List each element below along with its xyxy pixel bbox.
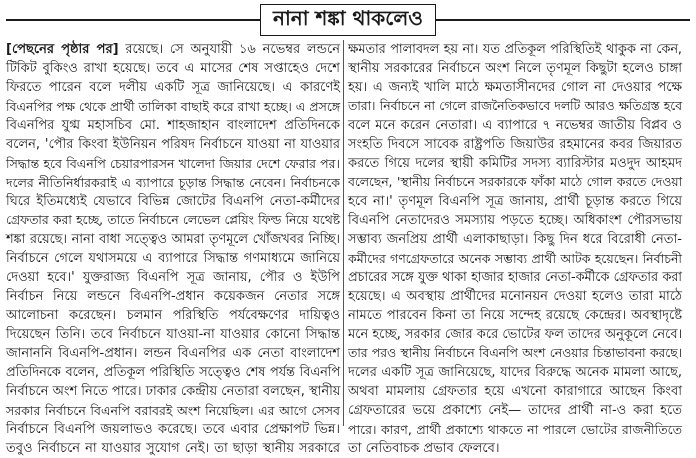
article-column-right <box>348 40 683 456</box>
headline-rule-left <box>6 19 260 21</box>
text-line: সরকার নির্বাচনে বিএনপি বরাবরই অংশ নিয়েছিল। এর আগে সেসব <box>6 403 340 418</box>
text-line: গ্রেফতার করা হচ্ছে, তাতে নির্বাচনে লেভেল প্লেয়িং ফিল্ড নিয়ে যথেষ্ট <box>6 213 340 227</box>
text-line: ফিরতে পারেন বলে দলীয় একটি সূত্র জানিয়েছে। এ কারণেই <box>6 80 340 95</box>
text-line: বিএনপির যুগ্ম মহাসচিব মো. শাহজাহান বাংলাদেশ প্রতিদিনকে <box>6 118 340 133</box>
text-line: তার পরও স্থানীয় নির্বাচনে বিএনপি অংশ নেওয়ার চিন্তাভাবনা করছে। <box>348 346 682 360</box>
text-line: হবে না।' তৃণমূল বিএনপি সূত্র জানায়, প্রার্থী চূড়ান্ত করতে গিয়ে <box>348 194 682 209</box>
text-line: তারা। নির্বাচনে না গেলে রাজনৈতিকভাবে দলটি আরও ক্ষতিগ্রস্ত হবে <box>348 99 682 113</box>
text-line: নির্বাচন নিয়ে লন্ডনে বিএনপি-প্রধান কয়েকজন নেতার সঙ্গে <box>6 289 340 304</box>
text-line: তবুও নির্বাচনে না যাওয়ার সুযোগ নেই। তা ছাড়া স্থানীয় সরকারে <box>6 441 340 456</box>
text-line: সিদ্ধান্ত হবে বিএনপি চেয়ারপারসন খালেদা জিয়ার দেশে ফেরার পর। <box>6 156 340 171</box>
text-line: নির্বাচনে গেলে যথাসময়ে এ ব্যাপারে সিদ্ধান্ত গণমাধ্যমে জানিয়ে <box>6 251 340 266</box>
text-line: হয়। এ জন্যই খালি মাঠে ক্ষমতাসীনদের গোল না দেওয়ার পক্ষে <box>348 80 682 95</box>
text-line: সংহতি দিবসে সাবেক রাষ্ট্রপতি জিয়াউর রহমানের কবর জিয়ারত <box>348 137 682 152</box>
text-line: দেওয়া হবে।' যুক্তরাজ্য বিএনপি সূত্র জানায়, পৌর ও ইউপি <box>6 270 340 285</box>
text-line: আলোচনা করেছেন। চলমান পরিস্থিতি পর্যবেক্ষণের দায়িত্বও <box>6 308 340 323</box>
column-divider <box>343 40 344 426</box>
text-line: নামতে পারবেন কিনা তা নিয়ে সন্দেহ রয়েছে কেন্দ্রের। অবস্থাদৃষ্টে <box>348 308 682 323</box>
headline-rule-right <box>436 19 690 21</box>
text-line: ক্ষমতার পালাবদল হয় না। যত প্রতিকূল পরিস্থিতিই থাকুক না কেন, <box>348 42 682 57</box>
text-line: বলেন, 'পৌর কিংবা ইউনিয়ন পরিষদ নির্বাচনে যাওয়া না যাওয়ার <box>6 137 340 152</box>
text-line: জানাননি বিএনপি-প্রধান। লন্ডন বিএনপির এক নেতা বাংলাদেশ <box>6 346 340 361</box>
text-line: ঘিরে ইতিমধ্যেই যেভাবে বিভিন্ন জোটের বিএনপি নেতা-কর্মীদের <box>6 194 340 209</box>
text-line: প্রচারের সঙ্গে যুক্ত থাকা হাজার হাজার নেতা-কর্মীকে গ্রেফতার করা <box>348 270 682 285</box>
text-line: নির্বাচনে বিএনপি জয়লাভও করেছে। তবে এবার প্রেক্ষাপট ভিন্ন। <box>6 422 340 437</box>
headline-box <box>260 4 436 36</box>
text-line: টিকিট বুকিংও রাখা হয়েছে। তবে এ মাসের শেষ সপ্তাহেও দেশে <box>6 61 340 76</box>
article-column-left <box>6 40 341 456</box>
text-line: স্থানীয় সরকারের নির্বাচনে অংশ নিলে তৃণমূল কিছুটা হলেও চাঙ্গা <box>348 61 682 76</box>
text-line: বিএনপি নেতাদেরও সমস্যায় পড়তে হচ্ছে। অধিকাংশ পৌরসভায় <box>348 213 682 228</box>
text-line-last: তা নেতিবাচক প্রভাব ফেলবে। <box>348 441 500 456</box>
text-line: নির্বাচনে অংশ নিতে পারে। ঢাকার কেন্দ্রীয় নেতারা বলছেন, স্থানীয় <box>6 384 341 399</box>
text-line: বলেছেন, 'স্থানীয় নির্বাচনে সরকারকে ফাঁকা মাঠে গোল করতে দেওয়া <box>348 175 682 189</box>
text-line: বিএনপির পক্ষ থেকে প্রার্থী তালিকা বাছাই করে রাখা হচ্ছে। এ প্রসঙ্গে <box>6 99 341 114</box>
text-line: অথবা মামলায় গ্রেফতার হয়ে এখনো কারাগারে আছেন কিংবা <box>348 384 682 399</box>
continued-from-back-page-kicker: [পেছনের পৃষ্ঠার পর] <box>6 42 119 57</box>
text-line: কর্মীদের গণগ্রেফতারে অনেক সম্ভাব্য প্রার্থী আটক হয়েছেন। নির্বাচনী <box>348 251 682 266</box>
text-line: দিয়েছেন তিনি। তবে নির্বাচনে যাওয়া-না যাওয়ার কোনো সিদ্ধান্ত <box>6 327 340 342</box>
text-line: গ্রেফতারের ভয়ে প্রকাশ্যে নেই— তাদের প্রার্থী না-ও করা হতে <box>348 403 682 418</box>
text-line: বলে মনে করেন নেতারা। এ ব্যাপারে ৭ নভেম্বর জাতীয় বিপ্লব ও <box>348 118 682 133</box>
text-line: করতে গিয়ে দলের স্থায়ী কমিটির সদস্য ব্যারিস্টার মওদুদ আহমদ <box>348 156 682 171</box>
text-line: দলের একটি সূত্র জানিয়েছে, যাদের বিরুদ্ধে অনেক মামলা আছে, <box>348 365 682 380</box>
text-line: শঙ্কা রয়েছে। নানা বাধা সত্ত্বেও আমরা তৃণমূলে খোঁজখবর নিচ্ছি। <box>6 232 340 247</box>
text-line: হয়েছে। এ অবস্থায় প্রার্থীদের মনোনয়ন দেওয়া হলেও তারা মাঠে <box>348 289 682 304</box>
text-line: প্রতিদিনকে বলেন, প্রতিকূল পরিস্থিতি সত্ত্বেও শেষ পর্যন্ত বিএনপি <box>6 365 340 380</box>
text-line: সম্ভাব্য জনপ্রিয় প্রার্থী এলাকাছাড়া। কিছু দিন ধরে বিরোধী নেতা- <box>348 232 682 247</box>
text-line: মনে হচ্ছে, সরকার জোর করে ভোটের ফল তাদের অনুকূলে নেবে। <box>348 327 683 342</box>
text-line: [পেছনের পৃষ্ঠার পর] রয়েছে। সে অনুযায়ী ১৬ নভেম্বর লন্ডনে <box>6 42 340 57</box>
text-line: দলের নীতিনির্ধারকরাই এ ব্যাপারে চূড়ান্ত সিদ্ধান্ত নেবেন। নির্বাচনকে <box>6 175 340 190</box>
article-headline: নানা শঙ্কা থাকলেও <box>273 5 423 30</box>
text-line: পারে। কারণ, প্রার্থী প্রকাশ্যে থাকতে না পারলে ভোটের রাজনীতিতে <box>348 422 682 437</box>
